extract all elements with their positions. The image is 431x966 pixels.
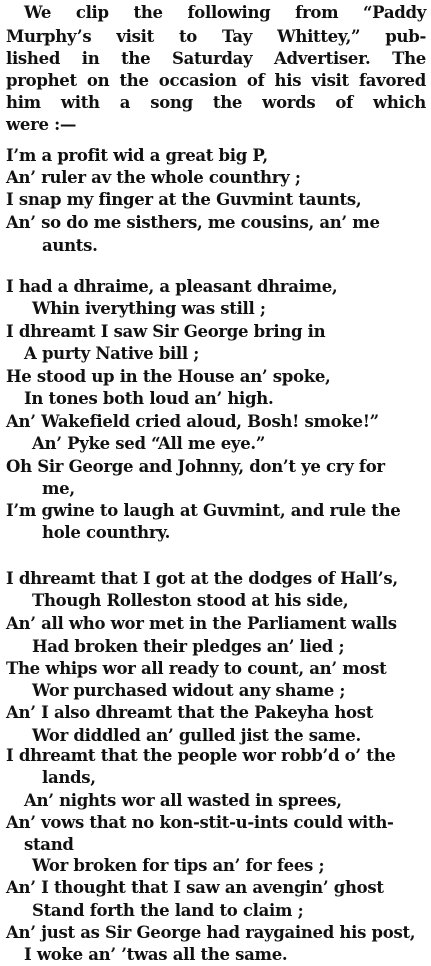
verse-line: An’ nights wor all wasted in sprees, <box>24 791 342 810</box>
verse-line: I snap my finger at the Guvmint taunts, <box>6 190 362 209</box>
verse-line: An’ ruler av the whole counthry ; <box>6 168 301 187</box>
verse-line: Wor diddled an’ gulled jist the same. <box>32 726 361 745</box>
verse-line: Oh Sir George and Johnny, don’t ye cry for <box>6 457 385 476</box>
intro-line: We clip the following from “Paddy <box>24 3 426 22</box>
verse-line: An’ Pyke sed “All me eye.” <box>32 434 266 453</box>
verse-line: aunts. <box>42 236 98 255</box>
verse-line: He stood up in the House an’ spoke, <box>6 367 331 386</box>
verse-line: An’ I thought that I saw an avengin’ ghost <box>6 878 384 897</box>
verse-line: I woke an’ ’twas all the same. <box>24 945 288 964</box>
verse-line: An’ vows that no kon-stit-u-ints could with- <box>6 813 394 832</box>
intro-line: Murphy’s visit to Tay Whittey,” pub- <box>6 27 426 46</box>
verse-line: I dhreamt I saw Sir George bring in <box>6 322 326 341</box>
verse-line: Had broken their pledges an’ lied ; <box>32 637 345 656</box>
verse-line: An’ I also dhreamt that the Pakeyha host <box>6 703 374 722</box>
verse-line: I dhreamt that I got at the dodges of Hall’s, <box>6 569 398 588</box>
verse-line: Though Rolleston stood at his side, <box>32 591 349 610</box>
verse-line: stand <box>24 835 74 854</box>
verse-line: I dhreamt that the people wor robb’d o’ the <box>6 746 396 765</box>
verse-line: lands, <box>42 768 96 787</box>
verse-line: Stand forth the land to claim ; <box>32 901 304 920</box>
verse-line: I had a dhraime, a pleasant dhraime, <box>6 277 338 296</box>
verse-line: The whips wor all ready to count, an’ most <box>6 659 387 678</box>
verse-line: An’ all who wor met in the Parliament walls <box>6 614 397 633</box>
verse-line: An’ so do me sisthers, me cousins, an’ me <box>6 213 380 232</box>
intro-line: him with a song the words of which <box>6 93 426 112</box>
intro-line: lished in the Saturday Advertiser. The <box>6 49 426 68</box>
verse-line: An’ Wakefield cried aloud, Bosh! smoke!” <box>6 412 379 431</box>
intro-line: were :— <box>6 115 77 134</box>
verse-line: In tones both loud an’ high. <box>24 389 274 408</box>
verse-line: An’ just as Sir George had raygained his post, <box>6 923 416 942</box>
verse-line: I’m a profit wid a great big P, <box>6 146 268 165</box>
verse-line: I’m gwine to laugh at Guvmint, and rule the <box>6 501 401 520</box>
verse-line: Wor broken for tips an’ for fees ; <box>32 856 325 875</box>
verse-line: Whin iverything was still ; <box>32 299 266 318</box>
intro-line: prophet on the occasion of his visit favored <box>6 71 426 90</box>
verse-line: Wor purchased widout any shame ; <box>32 681 346 700</box>
verse-line: A purty Native bill ; <box>24 344 200 363</box>
verse-line: hole counthry. <box>42 523 171 542</box>
verse-line: me, <box>42 479 75 498</box>
